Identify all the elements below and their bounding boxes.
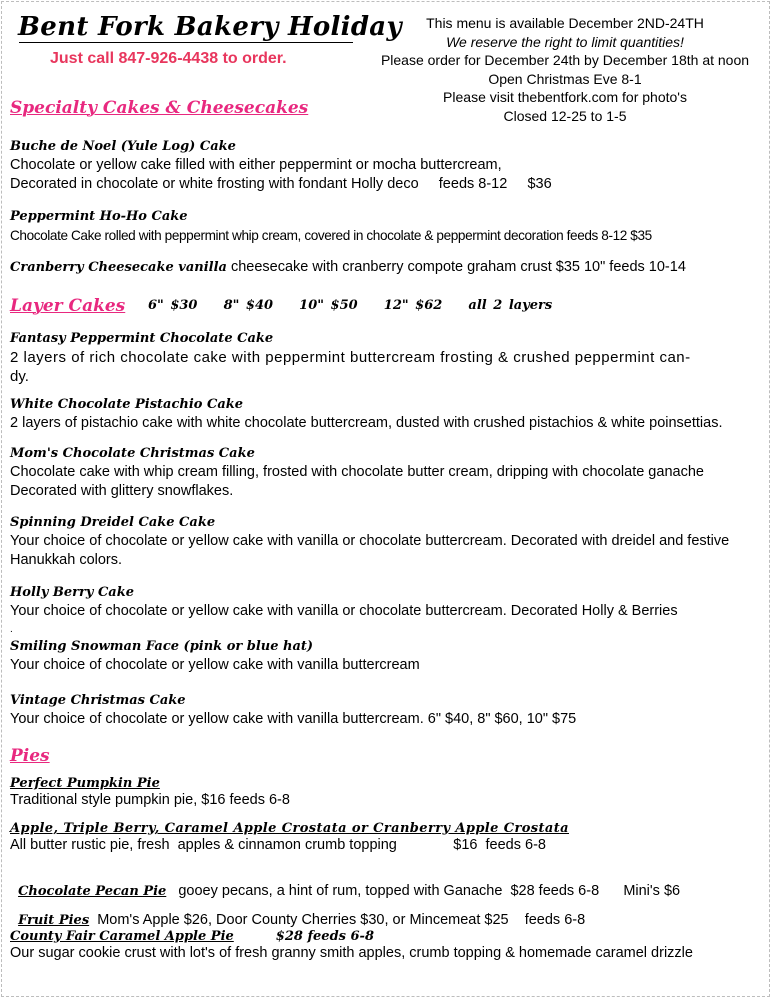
item-description: Your choice of chocolate or yellow cake with vanilla buttercream. 6" $40, 8" $60, 10" $75: [10, 711, 577, 727]
closed-dates: Closed 12-25 to 1-5: [503, 107, 627, 124]
item-name: Perfect Pumpkin Pie: [10, 776, 160, 791]
order-phone-line: Just call 847-926-4438 to order.: [50, 50, 287, 67]
item-name: Smiling Snowman Face (pink or blue hat): [10, 639, 314, 654]
menu-item: [10, 819, 765, 855]
menu-notes: [360, 14, 770, 125]
item-name: Peppermint Ho-Ho Cake: [10, 209, 188, 224]
item-name: Fantasy Peppermint Chocolate Cake: [10, 331, 274, 346]
item-description: Our sugar cookie crust with lot's of fresh granny smith apples, crumb topping & homemade caramel drizzle: [10, 945, 693, 961]
website-note: Please visit thebentfork.com for photo's: [443, 89, 687, 105]
availability-note: This menu is available December 2ND-24TH: [426, 15, 704, 31]
item-name: Mom's Chocolate Christmas Cake: [10, 446, 255, 461]
item-name: Chocolate Pecan Pie: [18, 884, 167, 899]
item-name: Fruit Pies: [18, 913, 90, 928]
item-name: White Chocolate Pistachio Cake: [10, 397, 244, 412]
item-description: Chocolate or yellow cake filled with either peppermint or mocha buttercream,: [10, 157, 502, 173]
item-description: Decorated in chocolate or white frosting with fondant Holly deco feeds 8-12 $36: [10, 176, 552, 192]
item-description: gooey pecans, a hint of rum, topped with Ganache $28 feeds 6-8 Mini's $6: [166, 883, 681, 899]
menu-item: [10, 137, 765, 194]
page-title: Bent Fork Bakery Holiday: [18, 12, 402, 42]
item-name: Cranberry Cheesecake vanilla: [10, 260, 227, 275]
item-name: Vintage Christmas Cake: [10, 693, 186, 708]
item-description: cheesecake with cranberry compote graham crust $35 10" feeds 10-14: [226, 259, 686, 275]
menu-item: [10, 207, 765, 245]
menu-item: [10, 691, 765, 729]
menu-item: [10, 892, 765, 930]
christmas-eve-hours: Open Christmas Eve 8-1: [488, 70, 642, 87]
item-description: Your choice of chocolate or yellow cake with vanilla or chocolate buttercream. Decorated with dreidel and festive: [10, 533, 730, 549]
menu-item: [10, 513, 765, 570]
layer-cakes-heading: Layer Cakes: [10, 296, 126, 316]
item-description: Decorated with glittery snowflakes.: [10, 483, 234, 499]
menu-item: [10, 583, 765, 621]
menu-item: [10, 927, 765, 963]
menu-item: [10, 329, 765, 386]
item-name: County Fair Caramel Apple Pie: [10, 929, 234, 944]
item-price: $28 feeds 6-8: [275, 929, 374, 944]
menu-item: [10, 774, 765, 810]
order-deadline-note: Please order for December 24th by December 18th at noon: [380, 52, 750, 68]
title-underline: [19, 42, 353, 43]
item-description: 2 layers of rich chocolate cake with peppermint buttercream frosting & crushed peppermint can-: [10, 349, 691, 366]
layer-cake-prices: 6" $30 8" $40 10" $50 12" $62 all 2 layers: [148, 298, 553, 313]
item-name: Buche de Noel (Yule Log) Cake: [10, 139, 236, 154]
menu-item: [10, 444, 765, 501]
item-description: All butter rustic pie, fresh apples & cinnamon crumb topping $16 feeds 6-8: [10, 837, 546, 853]
stray-period: .: [10, 624, 13, 635]
item-name: Holly Berry Cake: [10, 585, 134, 600]
item-description: Your choice of chocolate or yellow cake with vanilla or chocolate buttercream. Decorated Holly & Berries: [10, 603, 678, 619]
item-description: Chocolate Cake rolled with peppermint whip cream, covered in chocolate & peppermint decoration feeds 8-12 $35: [10, 228, 652, 243]
item-description: Chocolate cake with whip cream filling, frosted with chocolate butter cream, dripping with chocolate ganache: [10, 464, 704, 480]
item-name: Apple, Triple Berry, Caramel Apple Crostata or Cranberry Apple Crostata: [10, 821, 569, 836]
specialty-cakes-heading: Specialty Cakes & Cheesecakes: [10, 98, 309, 118]
pies-heading: Pies: [10, 746, 50, 766]
item-description: Mom's Apple $26, Door County Cherries $30, or Mincemeat $25 feeds 6-8: [89, 912, 586, 928]
menu-item: [10, 637, 765, 675]
menu-item: [10, 395, 765, 433]
item-description: Traditional style pumpkin pie, $16 feeds 6-8: [10, 792, 290, 808]
item-description: Hanukkah colors.: [10, 552, 123, 568]
item-description: dy.: [10, 368, 29, 385]
quantity-note: We reserve the right to limit quantities!: [446, 33, 684, 50]
menu-item: [10, 258, 765, 277]
item-name: Spinning Dreidel Cake Cake: [10, 515, 216, 530]
item-description: 2 layers of pistachio cake with white chocolate buttercream, dusted with crushed pistachios & white poinsettias.: [10, 415, 723, 431]
item-description: Your choice of chocolate or yellow cake with vanilla buttercream: [10, 657, 420, 673]
